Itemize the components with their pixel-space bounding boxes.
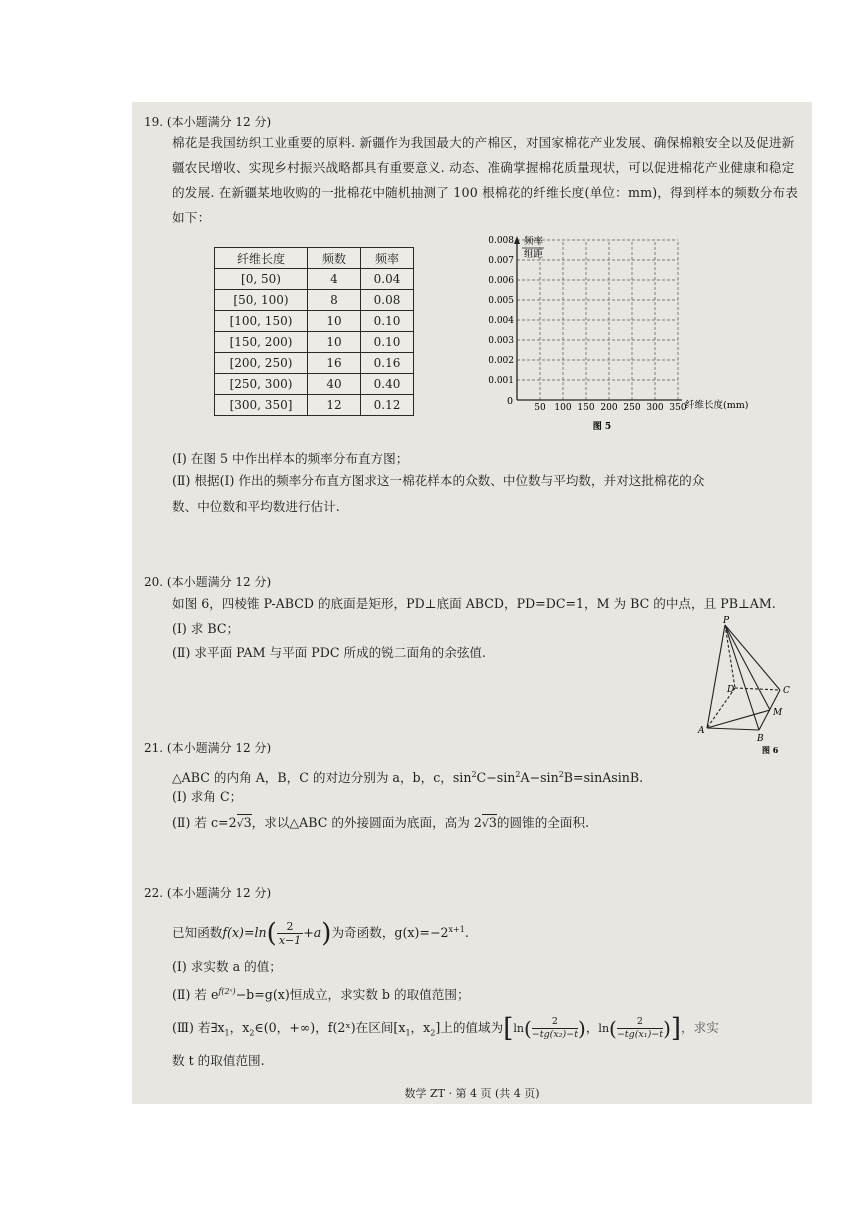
table-row xyxy=(215,269,414,290)
table-header-row xyxy=(215,248,414,269)
q20-part2: (Ⅱ) 求平面 PAM 与平面 PDC 所成的锐二面角的余弦值. xyxy=(172,645,487,660)
table-cell: [150, 200) xyxy=(215,332,308,353)
q22-stem-end: . xyxy=(464,925,469,941)
q21-heading: 21. (本小题满分 12 分) xyxy=(144,741,272,755)
bracket-close: ] xyxy=(670,1013,682,1044)
q21-part2-b: ，求以△ABC 的外接圆面为底面，高为 2 xyxy=(251,815,482,830)
table-cell: 16 xyxy=(308,353,361,374)
range-fraction-2 xyxy=(617,1016,663,1041)
label-C: C xyxy=(783,686,790,696)
range-num-2: 2 xyxy=(617,1016,663,1029)
table-cell: 0.12 xyxy=(361,395,414,416)
comma: ， xyxy=(585,1020,599,1035)
y-tick-label: 0.008 xyxy=(488,236,514,246)
q22-part2-a: (Ⅱ) 若 e xyxy=(172,987,219,1003)
q22-part3-line2: 数 t 的取值范围. xyxy=(172,1053,265,1068)
x-tick-label: 200 xyxy=(600,403,618,413)
x-tick-label: 50 xyxy=(534,403,546,413)
paren-close-r1: ) xyxy=(578,1016,586,1041)
table-cell: 10 xyxy=(308,311,361,332)
figure5-caption: 图 5 xyxy=(592,422,612,432)
table-cell: [250, 300) xyxy=(215,374,308,395)
q21-stem-c: A−sin xyxy=(520,770,559,786)
q19-heading: 19. (本小题满分 12 分) xyxy=(144,115,272,129)
q22-sub-2b: 2 xyxy=(430,1028,436,1038)
fraction-num: 2 xyxy=(277,920,303,934)
q22-part1: (Ⅰ) 求实数 a 的值； xyxy=(172,959,282,974)
ln-2: ln xyxy=(598,1022,610,1035)
q21-part2-c: 的圆锥的全面积. xyxy=(496,815,590,830)
q21-square-2: 2 xyxy=(515,770,521,779)
x-tick-label: 300 xyxy=(646,403,664,413)
table-cell: 0.10 xyxy=(361,311,414,332)
table-cell: 12 xyxy=(308,395,361,416)
label-M: M xyxy=(773,708,783,718)
q21-square-1: 2 xyxy=(471,770,477,779)
table-row xyxy=(215,395,414,416)
table-header-count: 频数 xyxy=(308,248,361,269)
q22-part3-e: ]上的值域为 xyxy=(435,1020,504,1035)
table-cell: 0.16 xyxy=(361,353,414,374)
q19-paragraph: 棉花是我国纺织工业重要的原料. 新疆作为我国最大的产棉区，对国家棉花产业发展、确保棉粮安全以及促进新疆农民增收、实现乡村振兴战略都具有重要意义. 动态、准确掌握棉花质量现状，可以促进棉花产业健康和稳定的发展. 在新疆某地收购的一批棉花中随机抽测了 100 根棉花的纤维长度(单位：mm)，得到样本的频数分布表如下： xyxy=(172,135,799,225)
label-P: P xyxy=(723,616,730,626)
exam-page xyxy=(132,102,812,1104)
q22-part2-exp: f(2ˣ) xyxy=(218,987,236,996)
q21-stem-a: △ABC 的内角 A，B，C 的对边分别为 a，b，c，sin xyxy=(172,770,472,786)
page-footer: 数学 ZT · 第 4 页 (共 4 页) xyxy=(404,1087,540,1100)
table-row xyxy=(215,374,414,395)
table-cell: [300, 350] xyxy=(215,395,308,416)
range-den-2: −tg(x₁)−t xyxy=(616,1029,664,1040)
label-B: B xyxy=(757,734,764,744)
q20-stem: 如图 6，四棱锥 P-ABCD 的底面是矩形，PD⊥底面 ABCD，PD=DC=1，M 为 BC 的中点，且 PB⊥AM. xyxy=(172,596,776,611)
table-cell: 0.04 xyxy=(361,269,414,290)
frequency-table xyxy=(214,247,414,416)
q22-sub-1b: 1 xyxy=(405,1028,411,1038)
paren-open: ( xyxy=(266,918,277,949)
ln-1: ln xyxy=(513,1022,524,1035)
table-cell: [200, 250) xyxy=(215,353,308,374)
origin-label: 0 xyxy=(507,396,514,407)
table-cell: [0, 50) xyxy=(215,269,308,290)
q19-part2-line1: (Ⅱ) 根据(Ⅰ) 作出的频率分布直方图求这一棉花样本的众数、中位数与平均数，并对这批棉花的众 xyxy=(172,473,705,488)
q21-stem xyxy=(172,766,643,787)
range-fraction-1 xyxy=(532,1016,578,1041)
table-cell: 4 xyxy=(308,269,361,290)
label-A: A xyxy=(698,726,705,736)
x-tick-label: 150 xyxy=(577,403,595,413)
table-cell: [50, 100) xyxy=(215,290,308,311)
q22-part3-d: ，x xyxy=(410,1020,431,1035)
q19-part2-line2: 数、中位数和平均数进行估计. xyxy=(172,499,340,514)
segment-AM xyxy=(707,710,770,728)
paren-open-r1: ( xyxy=(523,1016,532,1041)
x-tick-label: 100 xyxy=(554,403,572,413)
fraction xyxy=(277,920,303,947)
x-tick-labels xyxy=(534,403,687,413)
q21-part2 xyxy=(172,814,589,833)
y-tick-label: 0.005 xyxy=(488,296,514,306)
y-tick-label: 0.007 xyxy=(488,256,514,266)
table-cell: 0.40 xyxy=(361,374,414,395)
paren-open-r2: ( xyxy=(609,1016,617,1041)
segment-PM xyxy=(725,625,770,710)
table-cell: 10 xyxy=(308,332,361,353)
table-row xyxy=(215,290,414,311)
bracket-open: [ xyxy=(503,1013,514,1044)
q22-stem xyxy=(172,910,469,954)
q22-part2-b: −b=g(x)恒成立，求实数 b 的取值范围； xyxy=(235,987,470,1003)
table-cell: 0.08 xyxy=(361,290,414,311)
sqrt-sign: √ xyxy=(236,817,244,830)
paren-close: ) xyxy=(321,918,332,949)
q22-part3 xyxy=(172,1008,719,1054)
q21-stem-b: C−sin xyxy=(476,770,516,786)
histogram-grid xyxy=(482,232,782,432)
q22-sub-1: 1 xyxy=(224,1028,230,1038)
q22-part3-tail: ，求实 xyxy=(681,1020,719,1035)
sqrt-sign-2: √ xyxy=(481,817,489,830)
table-row xyxy=(215,332,414,353)
sqrt-3-radicand xyxy=(237,814,252,830)
pyramid-figure xyxy=(687,615,797,755)
q21-part2-a: (Ⅱ) 若 c=2 xyxy=(172,815,237,830)
range-num-1: 2 xyxy=(532,1016,578,1029)
table-cell: 0.10 xyxy=(361,332,414,353)
q22-part2 xyxy=(172,983,470,1004)
q22-part3-b: ，x xyxy=(229,1020,250,1035)
q20-part1: (Ⅰ) 求 BC； xyxy=(172,621,240,636)
table-cell: 8 xyxy=(308,290,361,311)
label-D: D xyxy=(727,685,735,695)
y-tick-label: 0.003 xyxy=(488,336,514,346)
q21-stem-d: B=sinAsinB. xyxy=(563,770,644,786)
y-tick-label: 0.001 xyxy=(488,376,514,386)
y-tick-label: 0.006 xyxy=(488,276,514,286)
q21-square-3: 2 xyxy=(558,770,564,779)
table-cell: 40 xyxy=(308,374,361,395)
x-label: 纤维长度(mm) xyxy=(685,400,749,411)
x-tick-label: 350 xyxy=(669,403,687,413)
q21-root-1: 3 xyxy=(243,815,252,830)
y-tick-labels xyxy=(488,236,514,386)
q22-part3-c: ∈(0，+∞)，f(2ˣ)在区间[x xyxy=(254,1020,406,1035)
fraction-den: x−1 xyxy=(278,934,302,948)
y-label-bottom: 组距 xyxy=(524,249,544,260)
q22-stem-mid: 为奇函数，g(x)=−2 xyxy=(331,925,449,941)
paren-close-r2: ) xyxy=(663,1016,671,1041)
edge-AB xyxy=(707,728,759,730)
q22-heading: 22. (本小题满分 12 分) xyxy=(144,886,272,900)
y-tick-label: 0.002 xyxy=(488,356,514,366)
table-header-length: 纤维长度 xyxy=(215,248,308,269)
table-cell: [100, 150) xyxy=(215,311,308,332)
edge-DC-hidden xyxy=(735,688,780,690)
figure6-caption: 图 6 xyxy=(762,745,779,755)
q21-root-2: 3 xyxy=(488,815,497,830)
grid-lines xyxy=(517,240,678,400)
edge-PA xyxy=(707,625,725,728)
q22-stem-pre: 已知函数 xyxy=(172,925,223,941)
q22-sub-2: 2 xyxy=(249,1028,255,1038)
q22-fx: f(x)=ln xyxy=(222,925,267,941)
x-tick-label: 250 xyxy=(623,403,641,413)
table-header-frequency: 频率 xyxy=(361,248,414,269)
y-tick-label: 0.004 xyxy=(488,316,514,326)
table-row xyxy=(215,311,414,332)
q22-g-exponent: x+1 xyxy=(448,925,465,934)
y-label-top: 频率 xyxy=(524,236,544,247)
q19-part1: (Ⅰ) 在图 5 中作出样本的频率分布直方图； xyxy=(172,451,409,466)
q22-part3-a: (Ⅲ) 若∃x xyxy=(172,1020,225,1035)
q22-plus-a: +a xyxy=(303,925,322,941)
table-row xyxy=(215,353,414,374)
sqrt-3-radicand-2 xyxy=(482,814,497,830)
range-den-1: −tg(x₂)−t xyxy=(531,1029,579,1040)
q20-heading: 20. (本小题满分 12 分) xyxy=(144,575,272,589)
q21-part1: (Ⅰ) 求角 C； xyxy=(172,789,243,804)
